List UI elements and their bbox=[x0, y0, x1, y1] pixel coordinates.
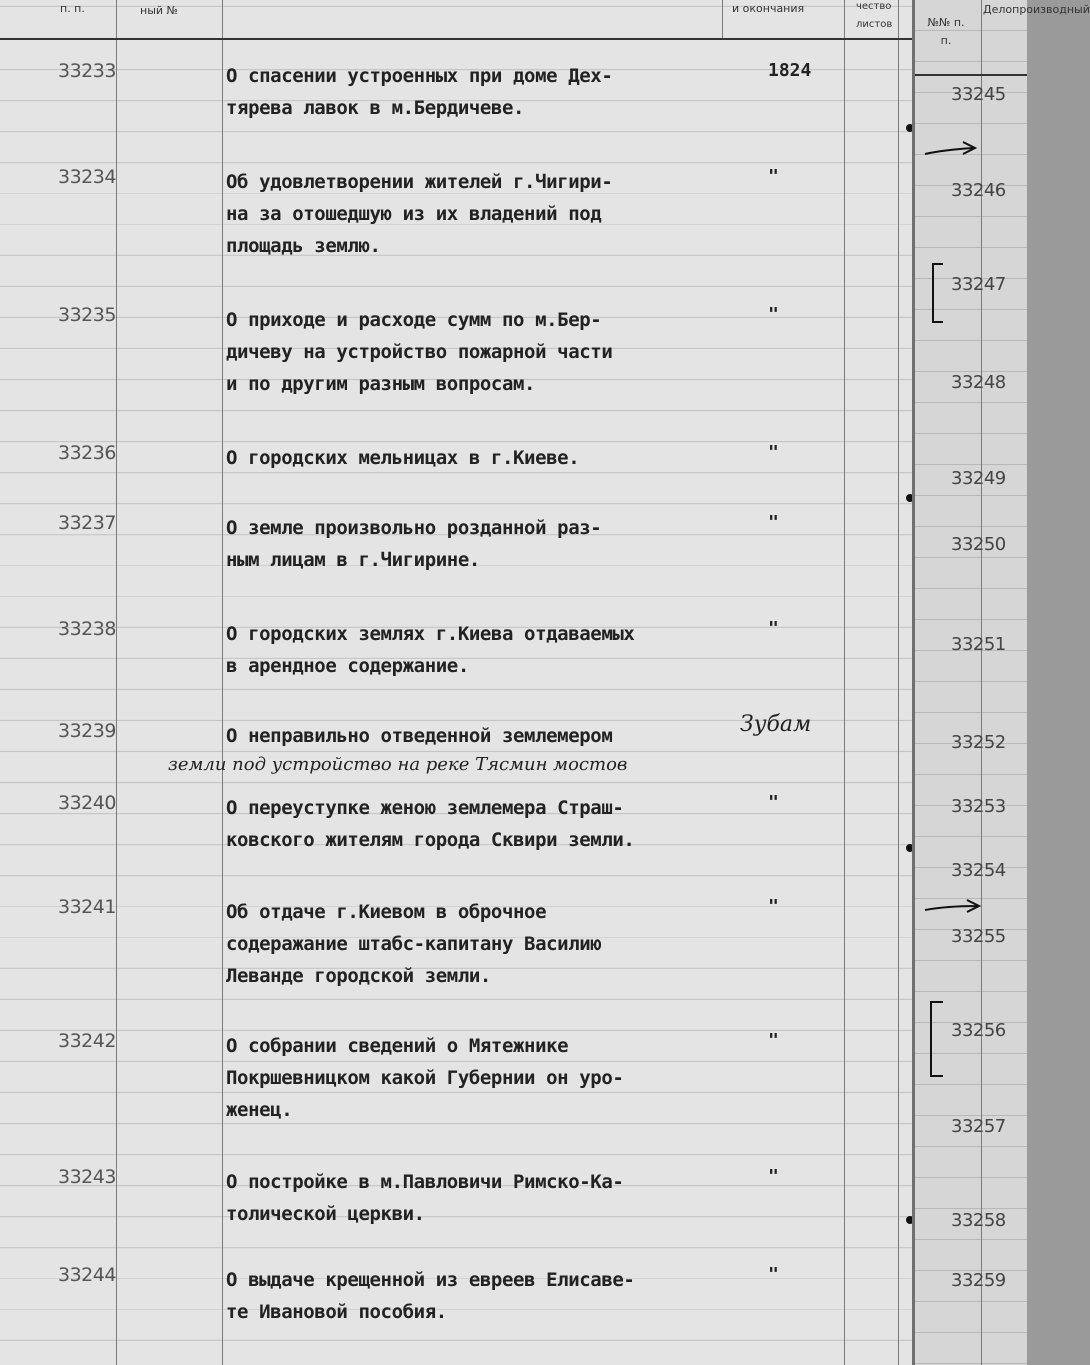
entry-number: 33240 bbox=[58, 792, 116, 814]
entry-date: " bbox=[768, 1030, 779, 1051]
entry-date: " bbox=[768, 512, 779, 533]
entry-title: О переуступке женою землемера Страш- ковского жителям города Сквири земли. bbox=[226, 797, 635, 851]
column-divider bbox=[722, 0, 723, 40]
entry-number: 33233 bbox=[58, 60, 116, 82]
header-right-case: Делопроизводный bbox=[983, 3, 1090, 16]
right-entry-number: 33259 bbox=[951, 1270, 1006, 1291]
column-divider bbox=[898, 0, 899, 1365]
entry-number: 33235 bbox=[58, 304, 116, 326]
entry-date: " bbox=[768, 1166, 779, 1187]
entry-date: " bbox=[768, 896, 779, 917]
entry-date: " bbox=[768, 442, 779, 463]
entry-title: Об отдаче г.Киевом в оброчное содеражание штабс-капитану Василию Леванде городской земли. bbox=[226, 901, 602, 987]
right-entry-number: 33250 bbox=[951, 534, 1006, 555]
header-rule bbox=[915, 74, 1027, 76]
entry-number: 33238 bbox=[58, 618, 116, 640]
right-entry-number: 33252 bbox=[951, 732, 1006, 753]
handwritten-annotation: земли под устройство на реке Тясмин мостов bbox=[168, 754, 628, 775]
right-entry-number: 33253 bbox=[951, 796, 1006, 817]
entry-title: Об удовлетворении жителей г.Чигири- на за отошедшую из их владений под площадь землю. bbox=[226, 171, 613, 257]
arrow-right-icon bbox=[923, 892, 987, 922]
right-entry-number: 33251 bbox=[951, 634, 1006, 655]
right-entry-number: 33247 bbox=[951, 274, 1006, 295]
entry-title: О земле произвольно розданной раз- ным лицам в г.Чигирине. bbox=[226, 517, 602, 571]
entry-number: 33241 bbox=[58, 896, 116, 918]
header-rule bbox=[0, 38, 912, 40]
column-divider bbox=[981, 0, 982, 1365]
handwritten-annotation: Зубам bbox=[740, 712, 812, 737]
header-number: п. п. bbox=[60, 2, 85, 15]
header-sheets: чество листов bbox=[856, 1, 893, 30]
right-entry-number: 33254 bbox=[951, 860, 1006, 881]
entry-date: " bbox=[768, 792, 779, 813]
right-entry-number: 33258 bbox=[951, 1210, 1006, 1231]
arrow-right-icon bbox=[923, 136, 983, 166]
entry-title: О неправильно отведенной землемером bbox=[226, 725, 613, 747]
entry-title: О городских землях г.Киева отдаваемых в арендное содержание. bbox=[226, 623, 635, 677]
right-entry-number: 33246 bbox=[951, 180, 1006, 201]
entry-number: 33243 bbox=[58, 1166, 116, 1188]
header-right-number: №№ п. п. bbox=[927, 16, 965, 47]
entry-title: О постройке в м.Павловичи Римско-Ка- толической церкви. bbox=[226, 1171, 624, 1225]
entry-date: " bbox=[768, 304, 779, 325]
entry-number: 33236 bbox=[58, 442, 116, 464]
right-entry-number: 33245 bbox=[951, 84, 1006, 105]
entry-number: 33244 bbox=[58, 1264, 116, 1286]
header-dates: и окончания bbox=[732, 2, 805, 15]
right-entry-number: 33255 bbox=[951, 926, 1006, 947]
right-entry-number: 33249 bbox=[951, 468, 1006, 489]
entry-title: О городских мельницах в г.Киеве. bbox=[226, 447, 580, 469]
entry-number: 33242 bbox=[58, 1030, 116, 1052]
entry-date: " bbox=[768, 1264, 779, 1285]
column-divider bbox=[844, 0, 845, 1365]
right-entry-number: 33248 bbox=[951, 372, 1006, 393]
document-page-right bbox=[912, 0, 1090, 1365]
column-divider bbox=[222, 0, 223, 1365]
bracket-icon bbox=[925, 1000, 947, 1080]
entry-number: 33234 bbox=[58, 166, 116, 188]
entry-number: 33239 bbox=[58, 720, 116, 742]
bracket-icon bbox=[927, 262, 947, 326]
entry-title: О спасении устроенных при доме Дех- тярева лавок в м.Бердичеве. bbox=[226, 65, 613, 119]
entry-date: " bbox=[768, 618, 779, 639]
header-inventory: ный № bbox=[140, 4, 178, 17]
entry-title: О выдаче крещенной из евреев Елисаве- те Ивановой пособия. bbox=[226, 1269, 635, 1323]
entry-number: 33237 bbox=[58, 512, 116, 534]
right-entry-number: 33257 bbox=[951, 1116, 1006, 1137]
entry-title: О приходе и расходе сумм по м.Бер- дичеву на устройство пожарной части и по другим разным вопросам. bbox=[226, 309, 613, 395]
column-divider bbox=[116, 0, 117, 1365]
entry-date: " bbox=[768, 166, 779, 187]
entry-title: О собрании сведений о Мятежнике Покршевницком какой Губернии он уро- женец. bbox=[226, 1035, 624, 1121]
entry-date: 1824 bbox=[768, 60, 812, 81]
right-entry-number: 33256 bbox=[951, 1020, 1006, 1041]
